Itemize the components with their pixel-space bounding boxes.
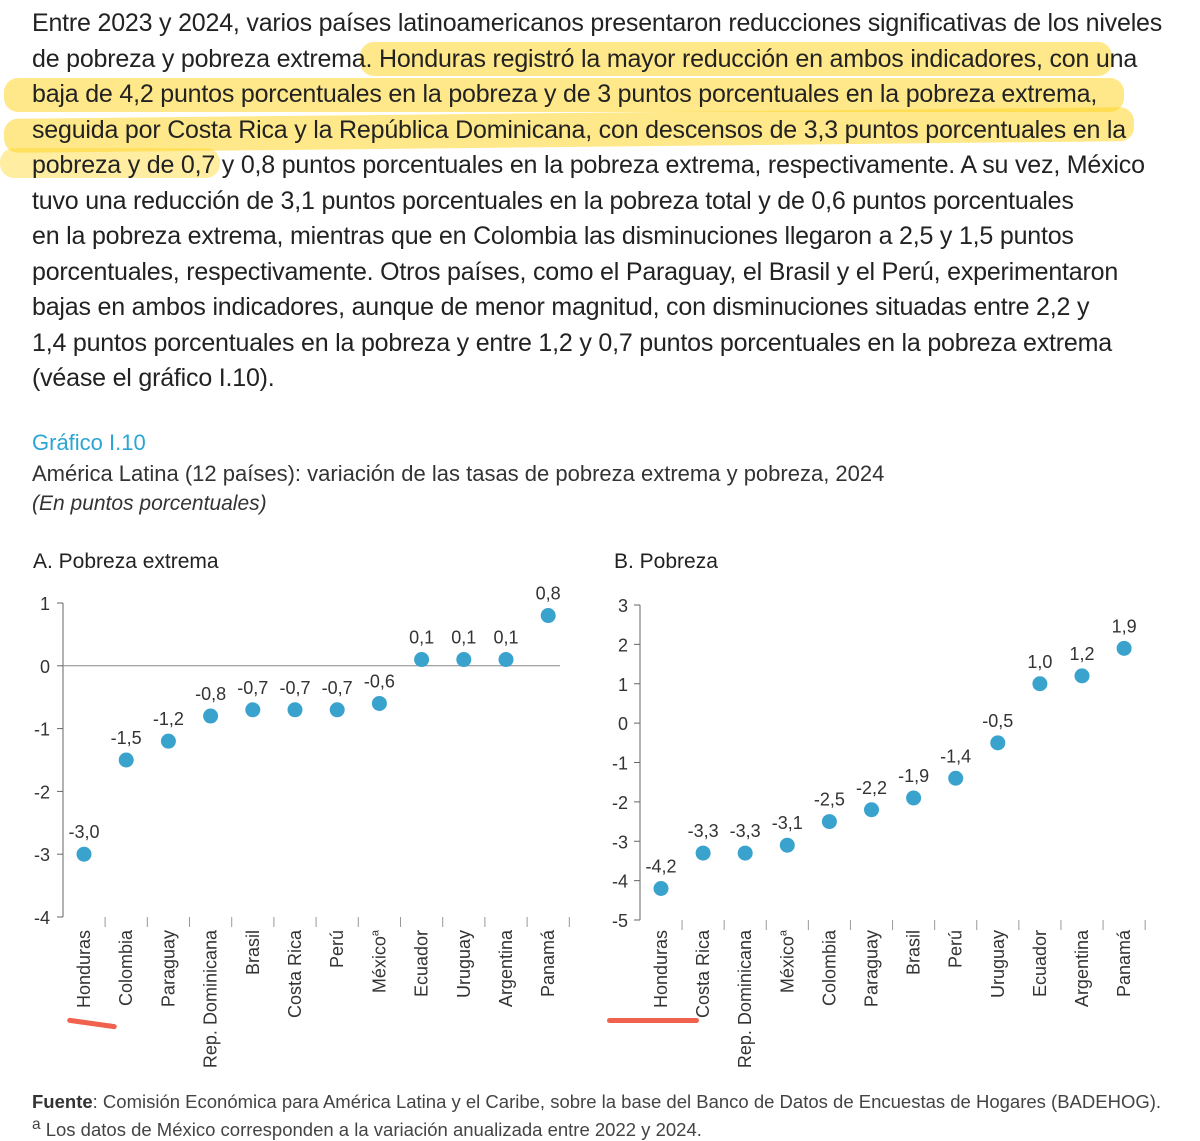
figure-number: Gráfico I.10 (32, 430, 146, 455)
data-label: -3,3 (729, 821, 761, 842)
data-point (1075, 668, 1090, 683)
data-point (948, 771, 963, 786)
data-label: 0,1 (451, 627, 477, 648)
y-tick-label: 0 (39, 656, 50, 677)
x-category-label: Paraguay (158, 930, 179, 1008)
figure-title: América Latina (12 países): variación de las tasas de pobreza extrema y pobreza, 2024 (32, 461, 885, 486)
x-category-label: Uruguay (987, 930, 1008, 999)
paragraph-line: de pobreza y pobreza extrema. Honduras registró la mayor reducción en ambos indicadores, con una (32, 44, 1138, 73)
data-point (203, 709, 218, 724)
panel-b-title: B. Pobreza (614, 550, 718, 573)
x-category-label: Perú (945, 930, 966, 969)
x-category-label: Costa Rica (693, 930, 714, 1019)
data-label: -4,2 (645, 856, 677, 877)
data-point (1117, 641, 1132, 656)
data-point (696, 846, 711, 861)
y-tick-label: -3 (611, 832, 628, 853)
source-note (32, 1091, 1161, 1113)
paragraph-line: (véase el gráfico I.10). (32, 364, 275, 392)
data-label: -0,7 (237, 677, 269, 698)
data-point (780, 838, 795, 853)
x-category-label: Paraguay (861, 930, 882, 1008)
data-point (822, 814, 837, 829)
data-label: 0,1 (409, 627, 435, 648)
data-point (654, 881, 669, 896)
x-category-label: Rep. Dominicana (200, 930, 221, 1069)
underline-annotation-b (607, 1018, 699, 1023)
data-point (372, 696, 387, 711)
data-label: -3,1 (771, 813, 803, 834)
paragraph-line: en la pobreza extrema, mientras que en Colombia las disminuciones llegaron a 2,5 y 1,5 puntos (32, 222, 1074, 250)
data-label: -0,7 (279, 677, 311, 698)
x-category-label: Perú (327, 930, 348, 969)
data-label: -1,2 (152, 709, 184, 730)
data-point (414, 652, 429, 667)
y-tick-label: -1 (33, 719, 50, 740)
x-category-superscript: a (369, 930, 382, 937)
x-category-label: México$^a$ (369, 930, 390, 994)
data-point (906, 790, 921, 805)
paragraph-line: seguida por Costa Rica y la República Dominicana, con descensos de 3,3 puntos porcentuales en la (32, 115, 1126, 144)
data-label: 1,2 (1069, 643, 1095, 664)
y-tick-label: -5 (611, 911, 628, 931)
body-paragraph (32, 6, 1162, 397)
data-point (864, 802, 879, 817)
data-point (738, 846, 753, 861)
x-category-label: Panamá (538, 930, 559, 998)
x-category-label: Honduras (74, 930, 94, 1009)
source-text: : Comisión Económica para América Latina y el Caribe, sobre la base del Banco de Datos de Encuestas de Hogares (BADEHOG). (92, 1091, 1162, 1112)
data-point (1032, 676, 1047, 691)
data-label: -3,3 (687, 821, 719, 842)
y-tick-label: -1 (611, 753, 628, 774)
figure-subtitle: (En puntos porcentuales) (32, 492, 267, 515)
y-tick-label: 2 (617, 635, 628, 656)
paragraph-line: pobreza y de 0,7 y 0,8 puntos porcentuales en la pobreza extrema, respectivamente. A su vez, México (32, 151, 1145, 179)
x-category-label: Honduras (651, 930, 671, 1009)
x-category-label: Ecuador (411, 930, 432, 998)
data-label: -1,5 (110, 728, 142, 748)
x-category-label: Colombia (116, 930, 137, 1007)
x-category-label: Brasil (242, 930, 263, 976)
data-label: 0,1 (493, 627, 519, 648)
data-point (330, 702, 345, 717)
x-category-label: Uruguay (453, 930, 474, 999)
y-tick-label: -3 (33, 845, 50, 866)
data-point (499, 652, 514, 667)
data-point (288, 702, 303, 717)
source-label: Fuente (32, 1091, 93, 1112)
footnote (32, 1116, 702, 1141)
y-tick-label: -4 (33, 908, 50, 928)
y-tick-label: 0 (617, 714, 628, 735)
x-category-label: México$^a$ (777, 930, 798, 994)
data-label: -1,9 (898, 765, 930, 786)
data-label: -0,5 (982, 710, 1014, 731)
y-tick-label: 3 (617, 596, 628, 616)
data-label: -0,6 (363, 671, 395, 692)
data-label: -0,8 (195, 684, 227, 705)
paragraph-line: tuvo una reducción de 3,1 puntos porcentuales en la pobreza total y de 0,6 puntos porcentuales (32, 186, 1074, 215)
data-label: 1,9 (1111, 616, 1137, 637)
y-tick-label: -2 (33, 782, 50, 803)
paragraph-line: baja de 4,2 puntos porcentuales en la pobreza y de 3 puntos porcentuales en la pobreza extrema, (32, 80, 1098, 108)
footnote-text: Los datos de México corresponden a la variación anualizada entre 2022 y 2024. (40, 1119, 702, 1141)
y-tick-label: -2 (611, 792, 628, 813)
data-label: -2,2 (855, 777, 888, 798)
data-label: -3,0 (68, 822, 100, 843)
x-category-label: Brasil (903, 930, 924, 976)
x-category-label: Colombia (819, 930, 840, 1007)
data-point (245, 702, 260, 717)
data-point (77, 847, 92, 862)
x-category-label: Rep. Dominicana (735, 930, 756, 1069)
data-point (541, 608, 556, 623)
data-point (990, 735, 1005, 750)
x-category-label: Panamá (1114, 930, 1135, 998)
x-category-label: Costa Rica (285, 930, 305, 1019)
x-category-label: Ecuador (1029, 930, 1050, 998)
x-category-superscript: a (777, 930, 790, 937)
paragraph-line: 1,4 puntos porcentuales en la pobreza y entre 1,2 y 0,7 puntos porcentuales en la pobreza extrema (32, 328, 1112, 357)
paragraph-line: Entre 2023 y 2024, varios países latinoamericanos presentaron reducciones significativas de los niveles (32, 9, 1163, 37)
y-tick-label: 1 (39, 594, 50, 614)
x-category-label: Argentina (496, 930, 516, 1008)
data-point (119, 753, 134, 768)
data-label: -2,5 (813, 789, 845, 810)
y-tick-label: 1 (617, 674, 628, 695)
data-label: -0,7 (321, 677, 353, 698)
footnote-marker: a (32, 1116, 41, 1133)
paragraph-line: bajas en ambos indicadores, aunque de menor magnitud, con disminuciones situadas entre 2,2 y (32, 293, 1090, 321)
x-category-label: Argentina (1072, 930, 1092, 1008)
panel-a-title: A. Pobreza extrema (33, 550, 219, 573)
y-tick-label: -4 (611, 871, 628, 892)
data-point (161, 734, 176, 749)
paragraph-line: porcentuales, respectivamente. Otros países, como el Paraguay, el Brasil y el Perú, experimentaron (32, 257, 1119, 286)
data-point (456, 652, 471, 667)
data-label: 1,0 (1027, 651, 1053, 672)
data-label: 0,8 (535, 583, 561, 604)
data-label: -1,4 (940, 746, 972, 767)
